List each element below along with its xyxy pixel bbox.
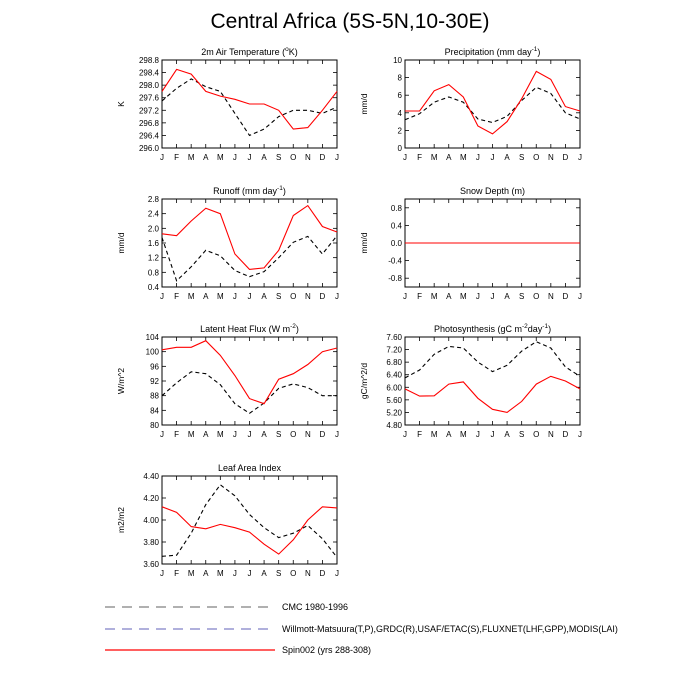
x-tick-label: A [504, 430, 510, 439]
y-tick-label: 298.4 [138, 68, 159, 78]
y-tick-label: 4.20 [143, 494, 159, 503]
x-tick-label: D [562, 153, 569, 162]
x-tick-label: D [562, 292, 569, 301]
panel-title [201, 46, 298, 57]
panel-title [213, 185, 286, 196]
y-axis-label: W/m^2 [116, 367, 126, 395]
x-tick-label: F [417, 153, 423, 162]
y-tick-label: 0 [397, 144, 402, 153]
x-tick-label: M [430, 153, 438, 162]
title-superscript: -2 [521, 323, 528, 330]
y-tick-label: 3.60 [143, 560, 159, 569]
plot-frame [162, 476, 337, 564]
legend-label-3: Spin002 (yrs 288-308) [282, 645, 372, 655]
y-tick-label: 88 [150, 391, 159, 401]
x-tick-label: S [275, 430, 282, 439]
model-series-line [162, 69, 337, 129]
y-tick-label: 6.40 [386, 370, 402, 380]
chart-panel-3 [116, 185, 339, 301]
y-tick-label: 296.0 [138, 144, 159, 153]
y-tick-label: 4.00 [143, 516, 159, 525]
title-text-end: K) [288, 47, 298, 57]
title-text-end: day [527, 324, 543, 334]
model-series-line [162, 341, 337, 404]
y-tick-label: 6.00 [386, 383, 402, 393]
x-tick-label: A [446, 153, 452, 162]
y-axis-label: K [116, 101, 126, 107]
legend-label-1: CMC 1980-1996 [282, 602, 349, 612]
x-tick-label: N [547, 430, 554, 439]
x-tick-label: D [319, 430, 326, 439]
y-tick-label: -0.8 [388, 274, 402, 284]
y-tick-label: 297.2 [138, 106, 159, 116]
x-tick-label: M [216, 292, 224, 301]
x-tick-label: J [403, 430, 407, 439]
title-text: Photosynthesis (gC m [433, 324, 522, 334]
x-tick-label: J [247, 153, 252, 162]
x-tick-label: F [174, 292, 180, 301]
x-tick-label: A [261, 430, 267, 439]
y-tick-label: 4.40 [143, 472, 159, 481]
x-tick-label: J [475, 153, 480, 162]
x-tick-label: A [203, 430, 209, 439]
x-tick-label: J [247, 569, 252, 578]
x-tick-label: F [174, 430, 180, 439]
obs-series-line [162, 79, 337, 135]
x-tick-label: J [232, 153, 237, 162]
title-superscript: -1 [531, 46, 538, 53]
x-tick-label: J [403, 153, 407, 162]
x-tick-label: J [160, 153, 164, 162]
chart-panel-5 [116, 323, 339, 439]
y-tick-label: 6 [397, 91, 402, 101]
y-tick-label: 2 [397, 126, 402, 136]
x-tick-label: S [275, 292, 282, 301]
x-tick-label: J [247, 292, 252, 301]
x-tick-label: O [533, 292, 540, 301]
x-tick-label: A [261, 569, 267, 578]
x-tick-label: N [304, 430, 311, 439]
x-tick-label: M [430, 292, 438, 301]
obs-series-line [405, 87, 580, 122]
y-axis-label: mm/d [116, 232, 126, 254]
x-tick-label: M [187, 569, 195, 578]
x-tick-label: J [490, 153, 495, 162]
y-tick-label: 5.20 [386, 408, 402, 418]
y-tick-label: 6.80 [386, 358, 402, 368]
x-tick-label: J [160, 292, 164, 301]
obs-series-line [162, 372, 337, 414]
x-tick-label: J [403, 292, 407, 301]
x-tick-label: O [533, 430, 540, 439]
title-superscript: -2 [290, 323, 296, 330]
x-tick-label: S [275, 569, 282, 578]
title-text-end: ) [282, 186, 286, 196]
x-tick-label: A [446, 430, 452, 439]
x-tick-label: J [160, 430, 164, 439]
x-tick-label: J [475, 430, 480, 439]
x-tick-label: D [319, 569, 326, 578]
y-axis-label: gC/m^2/d [359, 362, 369, 400]
x-tick-label: F [417, 292, 423, 301]
x-tick-label: M [459, 430, 467, 439]
x-tick-label: J [578, 430, 582, 439]
x-tick-label: M [187, 153, 195, 162]
x-tick-label: M [187, 292, 195, 301]
x-tick-label: J [335, 569, 339, 578]
x-tick-label: F [174, 569, 180, 578]
obs-series-line [162, 236, 337, 281]
x-tick-label: D [319, 153, 326, 162]
x-tick-label: J [232, 292, 237, 301]
x-tick-label: O [290, 569, 297, 578]
y-tick-label: 84 [150, 406, 159, 416]
panel-title [460, 186, 525, 196]
title-text: Latent Heat Flux (W m [200, 324, 291, 334]
x-tick-label: A [203, 569, 209, 578]
x-tick-label: J [335, 430, 339, 439]
x-tick-label: J [335, 153, 339, 162]
title-text: 2m Air Temperature ( [201, 47, 286, 57]
x-tick-label: J [490, 430, 495, 439]
x-tick-label: J [247, 430, 252, 439]
plot-frame [162, 199, 337, 287]
model-series-line [162, 507, 337, 554]
y-tick-label: 100 [145, 347, 159, 357]
obs-series-line [405, 342, 580, 378]
x-tick-label: J [160, 569, 164, 578]
x-tick-label: M [459, 292, 467, 301]
x-tick-label: M [459, 153, 467, 162]
x-tick-label: D [562, 430, 569, 439]
y-axis-label: m2/m2 [116, 507, 126, 533]
x-tick-label: M [430, 430, 438, 439]
y-tick-label: 2.4 [147, 209, 159, 219]
panel-title [200, 323, 299, 334]
y-tick-label: 1.6 [147, 239, 159, 248]
x-tick-label: J [232, 430, 237, 439]
x-tick-label: J [578, 292, 582, 301]
y-tick-label: 0.4 [390, 221, 402, 231]
x-tick-label: A [203, 153, 209, 162]
x-tick-label: F [174, 153, 180, 162]
y-tick-label: -0.4 [388, 256, 402, 266]
x-tick-label: A [504, 153, 510, 162]
model-series-line [405, 376, 580, 412]
title-superscript: -1 [277, 185, 283, 192]
y-tick-label: 10 [393, 56, 402, 65]
x-tick-label: N [547, 292, 554, 301]
x-tick-label: N [547, 153, 554, 162]
chart-panel-7 [116, 463, 339, 578]
x-tick-label: F [417, 430, 423, 439]
y-tick-label: 7.60 [386, 333, 402, 342]
y-tick-label: 4.80 [386, 421, 402, 430]
y-tick-label: 2.0 [147, 224, 159, 234]
chart-panel-2 [359, 46, 582, 162]
y-tick-label: 92 [150, 377, 159, 386]
x-tick-label: S [518, 292, 525, 301]
legend [105, 602, 618, 655]
x-tick-label: A [203, 292, 209, 301]
x-tick-label: M [216, 430, 224, 439]
panel-title [445, 46, 541, 57]
y-tick-label: 2.8 [147, 195, 159, 204]
y-tick-label: 0.8 [147, 268, 159, 278]
x-tick-label: J [232, 569, 237, 578]
x-tick-label: N [304, 153, 311, 162]
y-tick-label: 297.6 [138, 93, 159, 103]
model-series-line [405, 71, 580, 133]
x-tick-label: S [275, 153, 282, 162]
x-tick-label: A [504, 292, 510, 301]
x-tick-label: S [518, 153, 525, 162]
x-tick-label: J [475, 292, 480, 301]
y-tick-label: 0.0 [390, 239, 402, 248]
title-text-end: ) [548, 324, 552, 334]
x-tick-label: A [261, 153, 267, 162]
figure-title: Central Africa (5S-5N,10-30E) [210, 10, 490, 33]
y-axis-label: mm/d [359, 93, 369, 115]
x-tick-label: S [518, 430, 525, 439]
y-tick-label: 298.0 [138, 81, 159, 91]
plot-frame [405, 337, 580, 425]
y-axis-label: mm/d [359, 232, 369, 254]
y-tick-label: 8 [397, 73, 402, 83]
x-tick-label: A [261, 292, 267, 301]
chart-panel-6 [359, 323, 582, 439]
model-series-line [162, 206, 337, 270]
title-text-end: ) [537, 47, 541, 57]
plot-frame [162, 337, 337, 425]
y-tick-label: 0.8 [390, 203, 402, 213]
panel-title [218, 463, 282, 473]
y-tick-label: 7.20 [386, 345, 402, 355]
x-tick-label: M [216, 569, 224, 578]
x-tick-label: O [290, 292, 297, 301]
y-tick-label: 296.4 [138, 131, 159, 141]
title-text: Leaf Area Index [217, 463, 282, 473]
y-tick-label: 4 [397, 108, 402, 118]
title-superscript: -1 [542, 323, 549, 330]
x-tick-label: J [578, 153, 582, 162]
x-tick-label: M [187, 430, 195, 439]
x-tick-label: O [290, 153, 297, 162]
y-tick-label: 3.80 [143, 538, 159, 547]
obs-series-line [162, 485, 337, 558]
x-tick-label: A [446, 292, 452, 301]
title-text: Precipitation (mm day [444, 47, 532, 57]
x-tick-label: J [335, 292, 339, 301]
x-tick-label: N [304, 292, 311, 301]
y-tick-label: 96 [150, 362, 159, 372]
chart-panel-4 [359, 186, 582, 301]
panel-title [434, 323, 551, 334]
y-tick-label: 104 [145, 333, 159, 342]
x-tick-label: N [304, 569, 311, 578]
y-tick-label: 1.2 [147, 253, 159, 263]
y-tick-label: 5.60 [386, 395, 402, 405]
x-tick-label: O [533, 153, 540, 162]
title-text: Runoff (mm day [213, 186, 278, 196]
title-text: Snow Depth (m) [459, 186, 526, 196]
x-tick-label: D [319, 292, 326, 301]
x-tick-label: J [490, 292, 495, 301]
x-tick-label: O [290, 430, 297, 439]
x-tick-label: M [216, 153, 224, 162]
y-tick-label: 296.8 [138, 118, 159, 128]
chart-panel-1 [116, 46, 339, 162]
title-superscript: o [285, 46, 289, 53]
title-text-end: ) [295, 324, 299, 334]
legend-label-2: Willmott-Matsuura(T,P),GRDC(R),USAF/ETAC(S),FLUXNET(LHF,GPP),MODIS(LAI) [282, 624, 618, 634]
y-tick-label: 0.4 [147, 283, 159, 292]
y-tick-label: 298.8 [138, 56, 159, 65]
y-tick-label: 80 [150, 421, 159, 430]
